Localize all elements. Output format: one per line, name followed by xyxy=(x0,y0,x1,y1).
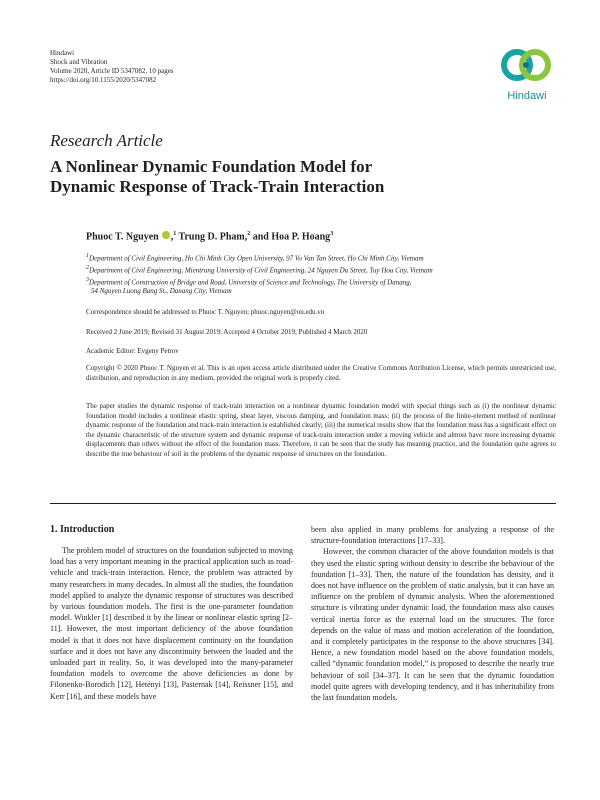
academic-editor: Academic Editor: Evgeny Petrov xyxy=(86,347,179,355)
affiliations xyxy=(86,252,556,297)
paragraph: The problem model of structures on the foundation subjected to moving load has a very important meaning in the practical application such as road-vehicle and track-train interaction. Hence, the problem was attracted by many researchers in many decades. In almost all the studies, the foundation model applied to analyze the dynamic response of structures was described by various foundation models. The first is the one-parameter foundation model. Winkler [1] described it by the linear or nonlinear elastic spring [2–11]. However, the most important deficiency of the above foundation model is that it does not have displacement continuity on the foundation surface and it does not have any discontinuity between the loaded and the unloaded part in reality. So, it was developed into the many-parameter foundation models to overcome the above deficiencies as done by Filonenko-Borodich [12], Hetényi [13], Pasternak [14], Reissner [15], and Kerr [16], and these models have xyxy=(50,546,293,701)
volume-line: Volume 2020, Article ID 5347082, 10 pages xyxy=(50,67,174,75)
hindawi-logo-text: Hindawi xyxy=(507,90,547,102)
right-column xyxy=(311,524,554,703)
author-list: Phuoc T. Nguyen ,$^1$ Trung D. Pham,$^2$ and Hoa P. Hoang$^3$ xyxy=(86,231,334,243)
correspondence: Correspondence should be addressed to Phuoc T. Nguyen; phuoc.nguyen@ou.edu.vn xyxy=(86,308,325,316)
abstract: The paper studies the dynamic response of track-train interaction on a nonlinear dynamic foundation model with special things such as (i) the nonlinear dynamic foundation model includes a nonlinear elastic spring, shear layer, viscous damping, and foundation mass; (ii) the process of the finite-element method of nonlinear dynamic response of the foundation and track-train interaction is established clearly; (iii) the numerical results show that the foundation mass has a significant effect on the dynamic characteristic of the structure system and dynamic response of track-train interaction under a moving vehicle and almost have more increasing dynamic displacements than others without the effect of the foundation mass. Therefore, it can be seen that the study has meaning practice, and the foundation quite agrees to describe the true behaviour of soil in the problems of the dynamic response of structures on the foundation. xyxy=(86,402,556,458)
article-type: Research Article xyxy=(50,131,163,150)
affiliation: 54 Nguyen Luong Bang St., Danang City, Vietnam xyxy=(91,287,232,296)
section-heading: 1. Introduction xyxy=(50,524,115,535)
doi-link[interactable]: https://doi.org/10.1155/2020/5347082 xyxy=(50,76,157,84)
paragraph: However, the common character of the above foundation models is that they used the elastic spring without density to describe the behaviour of the foundation [1–33]. Then, the nature of the foundation has density, and it does not have influence on the problem of static analysis, but it can have an influence on the problem of dynamic analysis. When the aforementioned structure is vibrating under dynamic load, the foundation mass also causes vertical inertia force as the external load on the structures. The force depends on the value of mass and motion acceleration of the foundation, and it completely participates in the response to the above structures [34]. Hence, a new foundation model based on the above foundation models, called “dynamic foundation model,” is proposed to describe the nearly true behaviour of soil [34–37]. It can be seen that the dynamic foundation model quite agrees with developing tendency, and it has inheritability from the last foundation models. xyxy=(311,547,554,703)
author-affil-sup: 3 xyxy=(330,231,334,237)
author-affil-sup: 2 xyxy=(247,231,251,237)
divider xyxy=(50,503,556,504)
affiliation: $^1$Department of Civil Engineering, Ho Chi Minh City Open University, 97 Vo Van Tan Street, Ho Chi Minh City, Vietnam xyxy=(86,253,424,263)
affiliation: $^2$Department of Civil Engineering, Mientrung University of Civil Engineering, 24 Nguyen Du Street, Tuy Hoa City, Vietnam xyxy=(86,264,433,275)
author-affil-sup: 1 xyxy=(173,231,177,237)
publication-dates: Received 2 June 2019; Revised 31 August 2019; Accepted 4 October 2019; Published 4 March 2020 xyxy=(86,328,368,336)
paragraph: been also applied in many problems for analyzing a response of the structure-foundation interactions [17–33]. xyxy=(311,525,554,546)
copyright-notice: Copyright © 2020 Phuoc T. Nguyen et al. This is an open access article distributed under the Creative Commons Attribution License, which permits unrestricted use, distribution, and reproduction in any medium, provided the original work is properly cited. xyxy=(86,364,556,382)
title-line: Dynamic Response of Track-Train Interaction xyxy=(50,177,385,196)
left-column xyxy=(50,545,293,702)
affiliation: $^3$Department of Construction of Bridge and Road, University of Science and Technology, The University of Danang, xyxy=(86,276,412,286)
author-name: Phuoc T. Nguyen xyxy=(86,231,159,243)
author-name: and Hoa P. Hoang xyxy=(252,231,331,243)
journal-name: Shock and Vibration xyxy=(50,58,108,66)
article-title xyxy=(50,157,510,197)
orcid-icon[interactable] xyxy=(162,231,170,239)
author-name: Trung D. Pham, xyxy=(178,231,248,243)
journal-metadata xyxy=(50,49,174,85)
title-line: A Nonlinear Dynamic Foundation Model for xyxy=(50,157,373,176)
publisher-name: Hindawi xyxy=(50,49,75,57)
